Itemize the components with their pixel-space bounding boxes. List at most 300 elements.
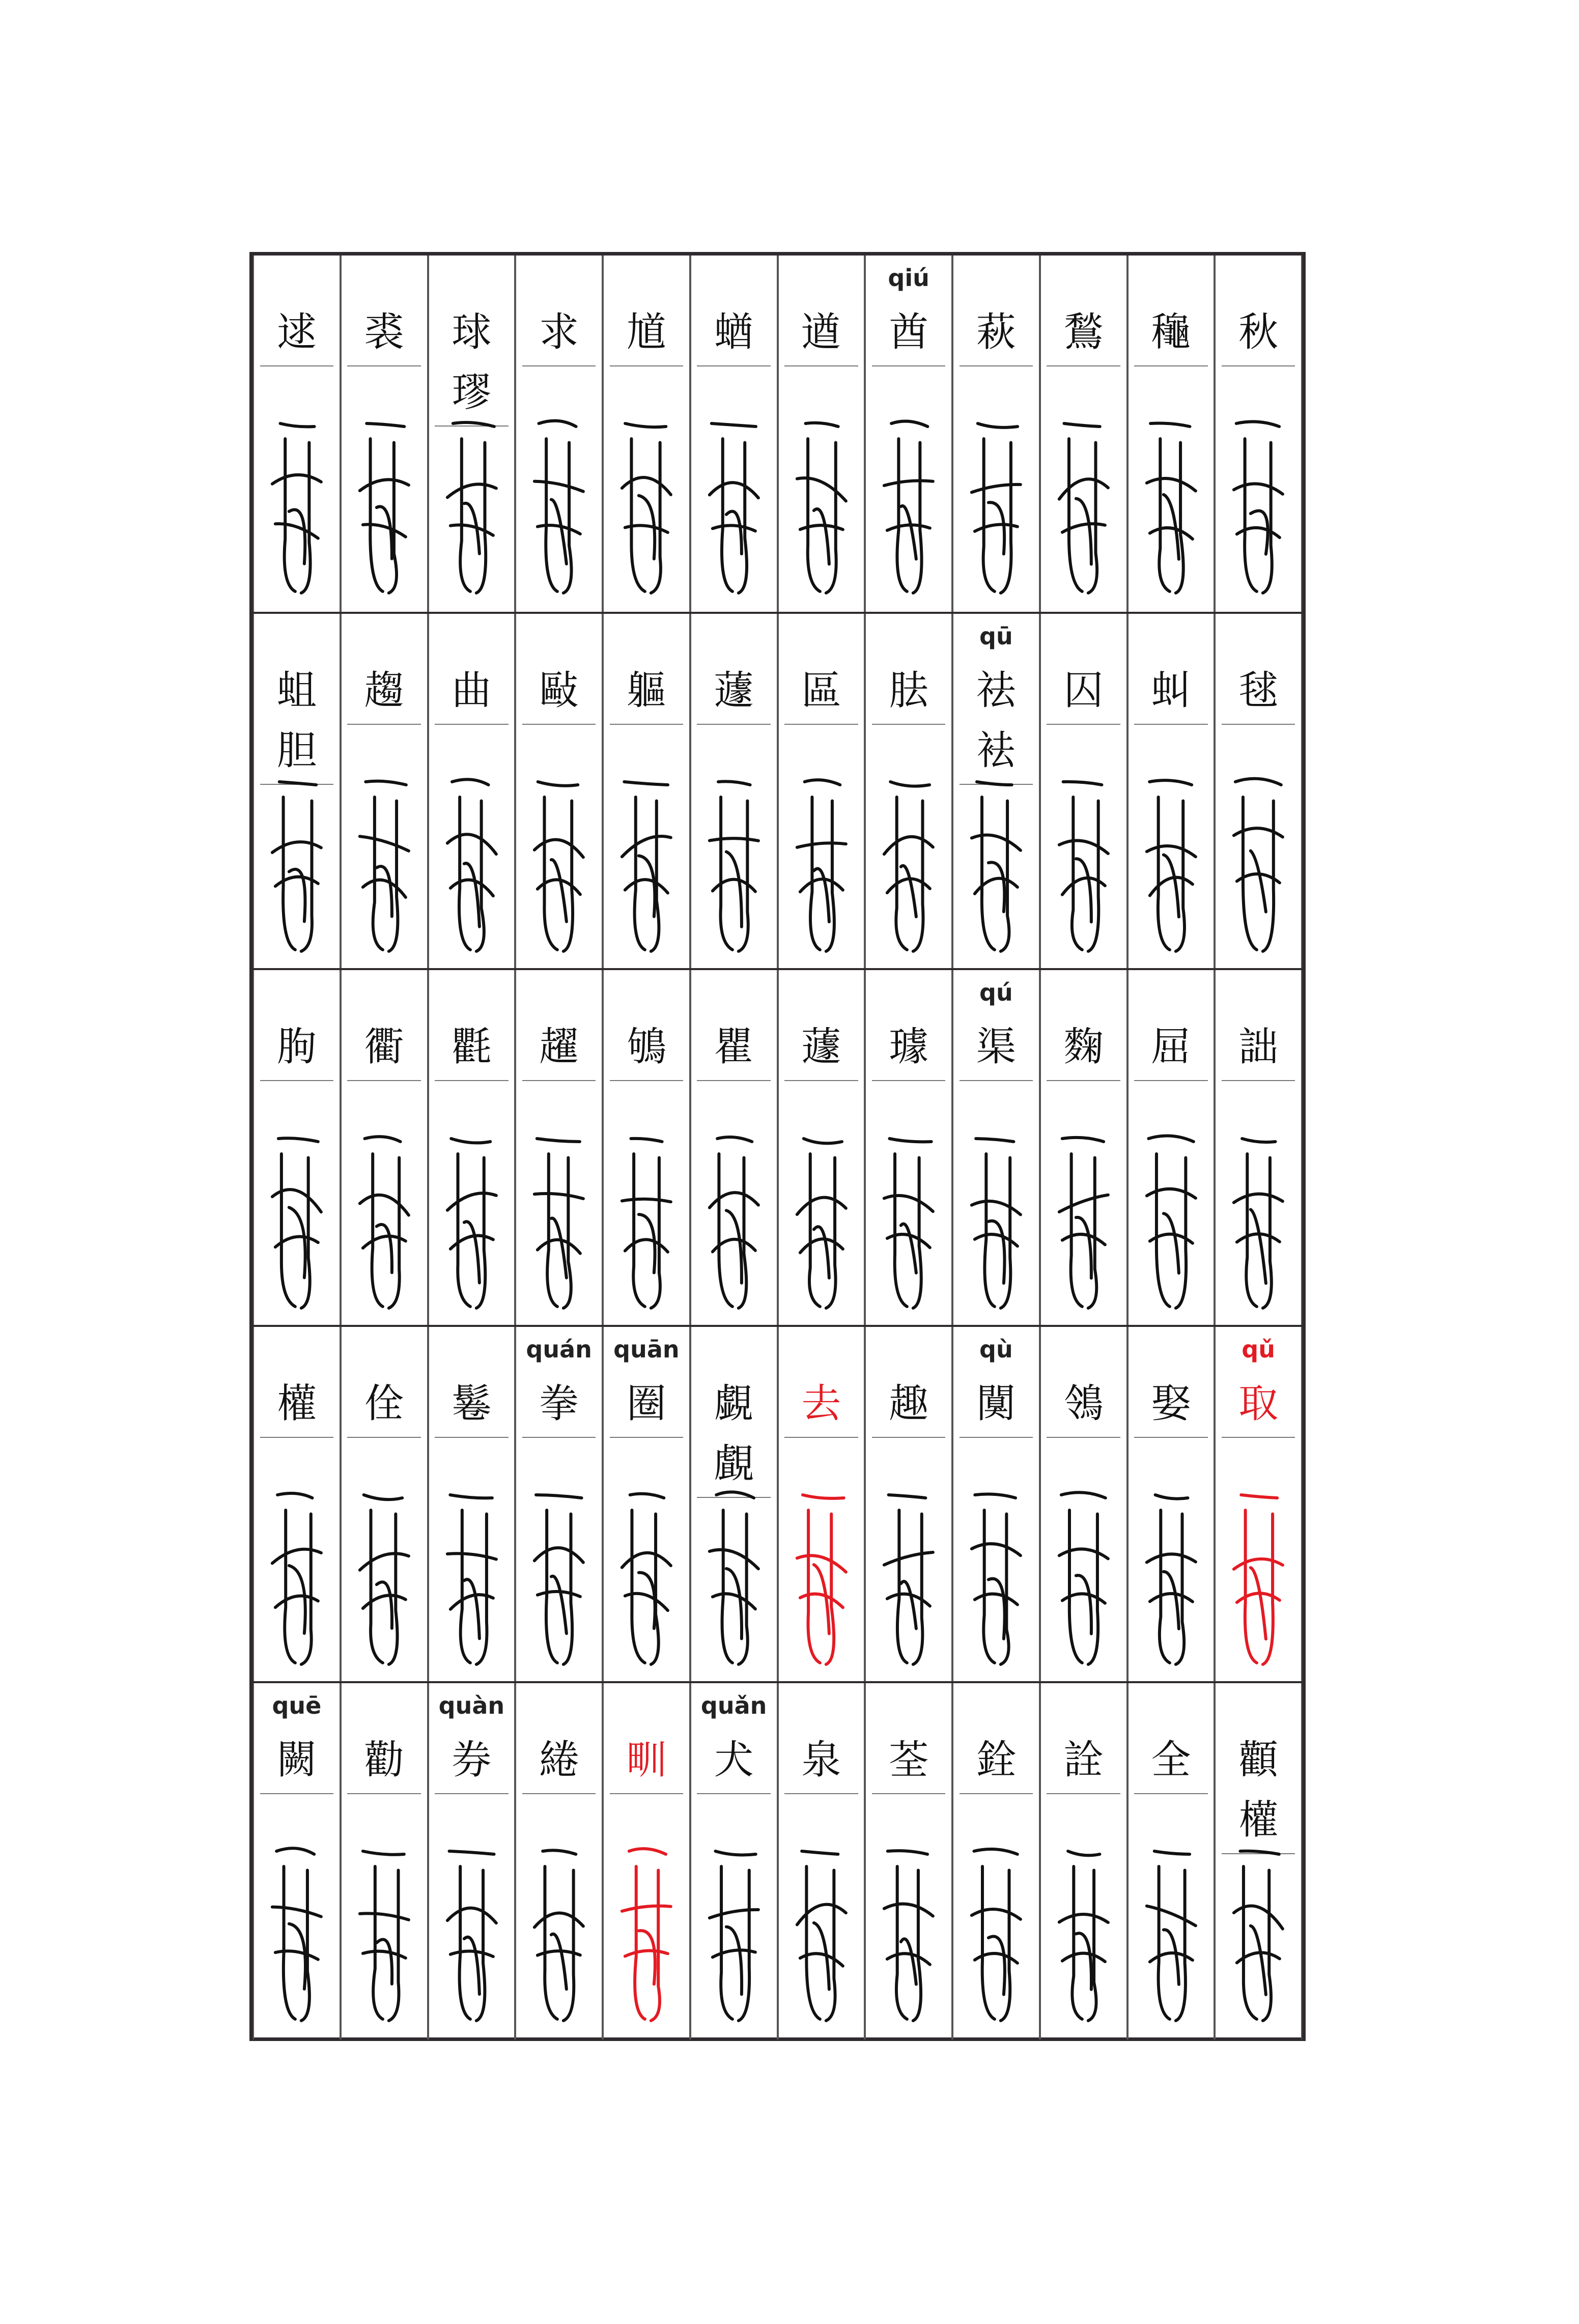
cell-divider [1047, 1793, 1120, 1794]
pinyin-label: quán [526, 1335, 592, 1363]
pinyin-label: qū [979, 622, 1013, 650]
cell-divider [1134, 365, 1207, 366]
seal-script-glyph [778, 767, 865, 965]
pinyin-label [1127, 972, 1215, 1013]
cell-divider [697, 724, 770, 725]
character-entry [1215, 1327, 1302, 1683]
modern-character [515, 1017, 603, 1077]
table-row [253, 1681, 1302, 2039]
character-entry [1040, 1683, 1127, 2039]
character-entry [690, 970, 778, 1326]
seal-script-glyph [690, 408, 778, 607]
modern-character [778, 1017, 865, 1077]
character-glyph: 秋 [1238, 309, 1279, 355]
character-entry [952, 614, 1040, 970]
cell-divider [784, 1080, 858, 1081]
modern-character [603, 1374, 690, 1434]
seal-script-glyph [1215, 1480, 1302, 1678]
pinyin-label [865, 616, 952, 657]
character-glyph: 胆 [276, 728, 317, 774]
character-entry [1215, 256, 1302, 612]
character-entry [778, 970, 865, 1326]
modern-character [341, 1374, 428, 1434]
character-entry [428, 1327, 516, 1683]
character-glyph: 鶖 [1063, 309, 1104, 355]
pinyin-label [603, 258, 690, 298]
cell-divider [1047, 1080, 1120, 1081]
modern-character [1127, 661, 1215, 721]
character-glyph: 佺 [364, 1380, 404, 1427]
character-entry [253, 256, 341, 612]
modern-character [865, 1730, 952, 1790]
pinyin-label [778, 616, 865, 657]
character-glyph: 取 [1238, 1380, 1279, 1427]
modern-character [515, 661, 603, 721]
character-entry [341, 970, 428, 1326]
pinyin-label: quǎn [700, 1691, 767, 1719]
character-entry [603, 1327, 690, 1683]
seal-script-glyph [952, 767, 1040, 965]
character-entry [1127, 970, 1215, 1326]
cell-divider [960, 1080, 1033, 1081]
character-entry [428, 256, 516, 612]
modern-character [1040, 1017, 1127, 1077]
modern-character [778, 661, 865, 721]
character-entry [778, 256, 865, 612]
character-table [249, 252, 1306, 2041]
character-entry [865, 1327, 952, 1683]
pinyin-label [778, 258, 865, 298]
pinyin-label [778, 1329, 865, 1370]
character-glyph: 權 [276, 1380, 317, 1427]
character-glyph: 甽 [626, 1737, 666, 1783]
cell-divider [1047, 365, 1120, 366]
character-glyph: 球 [452, 309, 492, 355]
character-glyph: 闕 [276, 1737, 317, 1783]
character-entry [778, 614, 865, 970]
pinyin-label [428, 616, 516, 657]
character-entry [341, 256, 428, 612]
seal-script-glyph [603, 1836, 690, 2034]
pinyin-label: quān [613, 1335, 680, 1363]
seal-script-glyph [603, 408, 690, 607]
modern-character [253, 1017, 341, 1077]
modern-character [952, 1017, 1040, 1077]
cell-divider [522, 1437, 596, 1438]
pinyin-label [341, 1685, 428, 1726]
pinyin-label [1215, 616, 1302, 657]
modern-character [253, 1374, 341, 1434]
seal-script-glyph [778, 1836, 865, 2034]
pinyin-label [1040, 1329, 1127, 1370]
cell-divider [610, 1793, 683, 1794]
pinyin-label [253, 616, 341, 657]
cell-divider [784, 1437, 858, 1438]
modern-character [1127, 1730, 1215, 1790]
cell-divider [1047, 1437, 1120, 1438]
character-entry [515, 614, 603, 970]
character-entry [1127, 1683, 1215, 2039]
pinyin-label [952, 1685, 1040, 1726]
character-entry [1127, 614, 1215, 970]
pinyin-label: qù [979, 1335, 1013, 1363]
seal-script-glyph [690, 1836, 778, 2034]
modern-character [341, 661, 428, 721]
modern-character [603, 1730, 690, 1790]
seal-script-glyph [778, 1480, 865, 1678]
modern-character [1040, 1374, 1127, 1434]
character-entry [428, 970, 516, 1326]
character-glyph: 衢 [364, 1024, 404, 1070]
character-entry [341, 1683, 428, 2039]
modern-character [1127, 1374, 1215, 1434]
cell-divider [1222, 365, 1295, 366]
pinyin-label [515, 1685, 603, 1726]
character-entry [690, 1683, 778, 2039]
character-entry [778, 1327, 865, 1683]
character-entry [253, 970, 341, 1326]
modern-character [428, 661, 516, 721]
character-entry [1127, 256, 1215, 612]
pinyin-label [603, 616, 690, 657]
cell-divider [435, 1080, 508, 1081]
seal-script-glyph [1215, 408, 1302, 607]
seal-script-glyph [341, 767, 428, 965]
pinyin-label: qiú [888, 264, 929, 292]
modern-character [952, 1374, 1040, 1434]
character-entry [690, 256, 778, 612]
modern-character [428, 302, 516, 422]
pinyin-label [341, 1329, 428, 1370]
seal-script-glyph [952, 1480, 1040, 1678]
pinyin-label [1215, 258, 1302, 298]
modern-character [1040, 661, 1127, 721]
seal-script-glyph [253, 1836, 341, 2034]
cell-divider [260, 1080, 333, 1081]
pinyin-label [1127, 616, 1215, 657]
table-row [253, 256, 1302, 612]
character-glyph: 顴 [1238, 1737, 1279, 1783]
character-glyph: 遒 [801, 309, 841, 355]
cell-divider [610, 1437, 683, 1438]
character-glyph: 詮 [1063, 1737, 1104, 1783]
pinyin-label [515, 972, 603, 1013]
cell-divider [1222, 1080, 1295, 1081]
pinyin-label [253, 972, 341, 1013]
character-glyph: 氍 [452, 1024, 492, 1070]
character-glyph: 蘧 [801, 1024, 841, 1070]
seal-script-glyph [865, 1836, 952, 2034]
modern-character [428, 1017, 516, 1077]
modern-character [1215, 1017, 1302, 1077]
cell-divider [522, 1793, 596, 1794]
character-glyph: 趣 [889, 1380, 929, 1427]
seal-script-glyph [515, 1836, 603, 2034]
character-glyph: 趨 [364, 668, 404, 714]
modern-character [341, 302, 428, 362]
cell-divider [522, 724, 596, 725]
character-glyph: 胠 [889, 668, 929, 714]
seal-script-glyph [1040, 1836, 1127, 2034]
modern-character [690, 661, 778, 721]
seal-script-glyph [778, 1123, 865, 1322]
pinyin-label [1215, 1685, 1302, 1726]
seal-script-glyph [603, 1123, 690, 1322]
character-glyph: 泉 [801, 1737, 841, 1783]
seal-script-glyph [341, 1836, 428, 2034]
cell-divider [1134, 724, 1207, 725]
cell-divider [1134, 1437, 1207, 1438]
character-entry [428, 614, 516, 970]
table-row [253, 1325, 1302, 1683]
modern-character [1127, 302, 1215, 362]
seal-script-glyph [952, 408, 1040, 607]
seal-script-glyph [515, 408, 603, 607]
seal-script-glyph [1215, 1836, 1302, 2034]
character-glyph: 麴 [1063, 1024, 1104, 1070]
modern-character [341, 1017, 428, 1077]
character-entry [515, 970, 603, 1326]
character-glyph: 朐 [276, 1024, 317, 1070]
modern-character [865, 302, 952, 362]
modern-character [952, 1730, 1040, 1790]
seal-script-glyph [778, 408, 865, 607]
modern-character [253, 1730, 341, 1790]
modern-character [1040, 1730, 1127, 1790]
pinyin-label [341, 972, 428, 1013]
cell-divider [960, 1793, 1033, 1794]
seal-script-glyph [1215, 767, 1302, 965]
character-entry [952, 1683, 1040, 2039]
modern-character [253, 302, 341, 362]
pinyin-label [428, 258, 516, 298]
seal-script-glyph [603, 767, 690, 965]
character-entry [603, 1683, 690, 2039]
pinyin-label [1127, 1329, 1215, 1370]
table-row [253, 612, 1302, 970]
character-glyph: 詘 [1238, 1024, 1279, 1070]
seal-script-glyph [1127, 767, 1215, 965]
seal-script-glyph [865, 1480, 952, 1678]
cell-divider [347, 1080, 420, 1081]
cell-divider [1134, 1793, 1207, 1794]
pinyin-label: qǔ [1242, 1335, 1275, 1363]
modern-character [515, 1730, 603, 1790]
cell-divider [1047, 724, 1120, 725]
pinyin-label [778, 972, 865, 1013]
character-entry [1215, 1683, 1302, 2039]
character-glyph: 綣 [539, 1737, 579, 1783]
character-glyph: 闃 [976, 1380, 1016, 1427]
pinyin-label [515, 258, 603, 298]
character-entry [253, 1327, 341, 1683]
character-glyph: 權 [1238, 1797, 1279, 1843]
character-entry [428, 1683, 516, 2039]
character-glyph: 萩 [976, 309, 1016, 355]
modern-character [952, 661, 1040, 781]
character-glyph: 鬈 [452, 1380, 492, 1427]
pinyin-label [603, 972, 690, 1013]
cell-divider [522, 365, 596, 366]
pinyin-label [253, 258, 341, 298]
table-row [253, 968, 1302, 1326]
character-entry [865, 1683, 952, 2039]
character-glyph: 曲 [452, 668, 492, 714]
character-glyph: 璆 [452, 370, 492, 415]
seal-script-glyph [428, 767, 516, 965]
modern-character [603, 661, 690, 721]
modern-character [1215, 302, 1302, 362]
seal-script-glyph [428, 408, 516, 607]
pinyin-label [865, 972, 952, 1013]
seal-script-glyph [428, 1480, 516, 1678]
cell-divider [784, 724, 858, 725]
pinyin-label [865, 1329, 952, 1370]
seal-script-glyph [1127, 1123, 1215, 1322]
character-glyph: 勸 [364, 1737, 404, 1783]
character-glyph: 渠 [976, 1024, 1016, 1070]
cell-divider [872, 365, 945, 366]
seal-script-glyph [341, 1123, 428, 1322]
pinyin-label [1040, 972, 1127, 1013]
character-glyph: 拳 [539, 1380, 579, 1427]
seal-script-glyph [865, 408, 952, 607]
pinyin-label [690, 616, 778, 657]
pinyin-label [690, 1329, 778, 1370]
seal-script-glyph [1040, 767, 1127, 965]
pinyin-label: quàn [438, 1691, 505, 1719]
modern-character [865, 661, 952, 721]
pinyin-label [1215, 972, 1302, 1013]
character-entry [778, 1683, 865, 2039]
seal-script-glyph [690, 767, 778, 965]
modern-character [1127, 1017, 1215, 1077]
character-entry [253, 614, 341, 970]
character-entry [690, 614, 778, 970]
cell-divider [347, 1793, 420, 1794]
cell-divider [697, 1793, 770, 1794]
character-entry [865, 256, 952, 612]
cell-divider [872, 1793, 945, 1794]
character-entry [1040, 970, 1127, 1326]
seal-script-glyph [603, 1480, 690, 1678]
cell-divider [435, 1437, 508, 1438]
cell-divider [697, 365, 770, 366]
pinyin-label [778, 1685, 865, 1726]
seal-script-glyph [1040, 1123, 1127, 1322]
cell-divider [610, 1080, 683, 1081]
seal-script-glyph [428, 1123, 516, 1322]
cell-divider [435, 724, 508, 725]
pinyin-label [690, 258, 778, 298]
cell-divider [872, 724, 945, 725]
character-glyph: 酋 [889, 309, 929, 355]
pinyin-label [428, 972, 516, 1013]
character-glyph: 蝤 [714, 309, 754, 355]
character-entry [603, 614, 690, 970]
character-entry [603, 256, 690, 612]
pinyin-label [341, 616, 428, 657]
seal-script-glyph [952, 1836, 1040, 2034]
character-entry [1127, 1327, 1215, 1683]
cell-divider [697, 1080, 770, 1081]
character-glyph: 屈 [1151, 1024, 1191, 1070]
character-entry [515, 256, 603, 612]
seal-script-glyph [1215, 1123, 1302, 1322]
character-entry [515, 1327, 603, 1683]
seal-script-glyph [1127, 408, 1215, 607]
seal-script-glyph [253, 408, 341, 607]
modern-character [690, 1374, 778, 1494]
cell-divider [960, 365, 1033, 366]
character-entry [341, 1327, 428, 1683]
seal-script-glyph [253, 1123, 341, 1322]
pinyin-label: quē [272, 1691, 322, 1719]
character-entry [603, 970, 690, 1326]
pinyin-label [603, 1685, 690, 1726]
modern-character [865, 1017, 952, 1077]
cell-divider [872, 1080, 945, 1081]
seal-script-glyph [341, 408, 428, 607]
pinyin-label [1040, 258, 1127, 298]
pinyin-label [341, 258, 428, 298]
pinyin-label [1127, 258, 1215, 298]
seal-script-glyph [253, 1480, 341, 1678]
cell-divider [347, 724, 420, 725]
pinyin-label [865, 1685, 952, 1726]
modern-character [690, 1017, 778, 1077]
character-glyph: 璩 [889, 1024, 929, 1070]
seal-script-glyph [1040, 1480, 1127, 1678]
seal-script-glyph [690, 1480, 778, 1678]
pinyin-label [428, 1329, 516, 1370]
cell-divider [784, 365, 858, 366]
modern-character [1215, 1374, 1302, 1434]
cell-divider [435, 1793, 508, 1794]
seal-script-glyph [428, 1836, 516, 2034]
seal-script-glyph [1127, 1480, 1215, 1678]
character-glyph: 區 [801, 668, 841, 714]
character-entry [952, 1327, 1040, 1683]
character-entry [865, 970, 952, 1326]
pinyin-label [1040, 1685, 1127, 1726]
character-entry [341, 614, 428, 970]
modern-character [778, 1730, 865, 1790]
character-glyph: 覷 [714, 1380, 754, 1427]
cell-divider [260, 1437, 333, 1438]
modern-character [253, 661, 341, 781]
cell-divider [610, 365, 683, 366]
pinyin-label [1040, 616, 1127, 657]
character-glyph: 荃 [889, 1737, 929, 1783]
character-entry [1215, 614, 1302, 970]
character-glyph: 瞿 [714, 1024, 754, 1070]
modern-character [778, 1374, 865, 1434]
modern-character [690, 1730, 778, 1790]
character-entry [1215, 970, 1302, 1326]
cell-divider [1134, 1080, 1207, 1081]
character-glyph: 虯 [1151, 668, 1191, 714]
character-glyph: 去 [801, 1380, 841, 1427]
seal-script-glyph [865, 1123, 952, 1322]
cell-divider [1222, 1437, 1295, 1438]
character-glyph: 鴒 [1063, 1380, 1104, 1427]
modern-character [1215, 1730, 1302, 1850]
pinyin-label [690, 972, 778, 1013]
character-glyph: 袪 [976, 728, 1016, 774]
seal-script-glyph [515, 767, 603, 965]
character-glyph: 圈 [626, 1380, 666, 1427]
